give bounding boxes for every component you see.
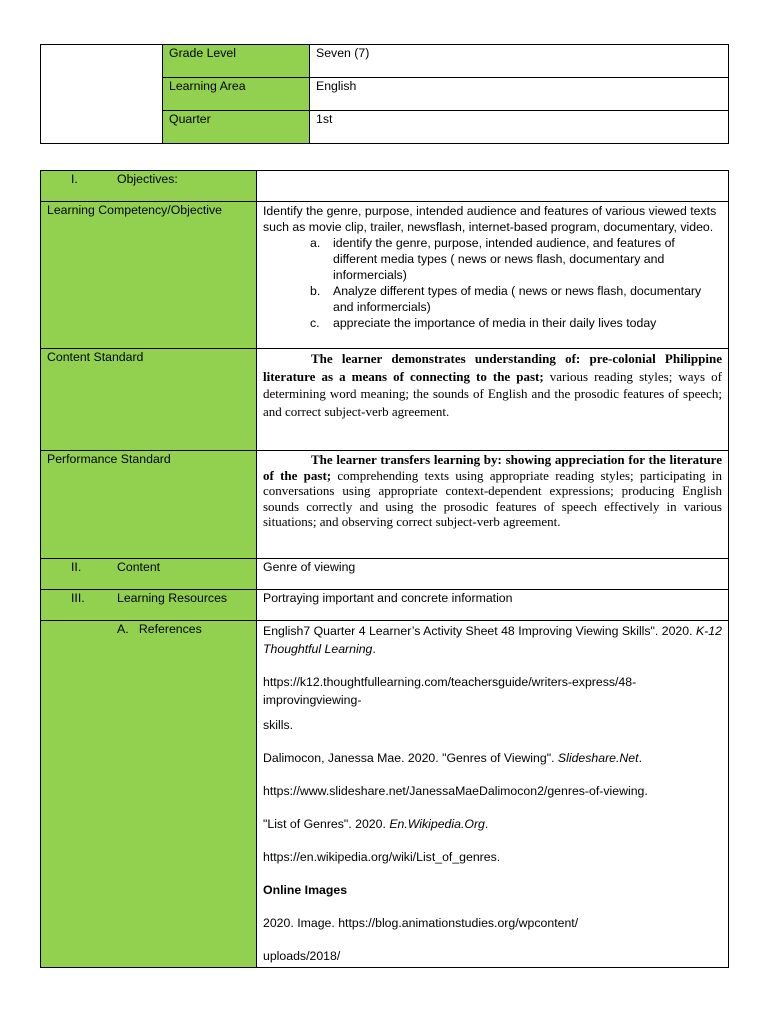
competency-list [263,235,722,331]
reference-entry: English7 Quarter 4 Learner’s Activity Sheet 48 Improving Viewing Skills". 2020. K-12 Thoughtful Learning. [263,624,722,656]
competency-label: Learning Competency/Objective [41,202,257,349]
performance-standard-cell [257,451,729,559]
reference-url-cont: skills. [263,718,294,732]
header-table [40,44,729,144]
resources-row [41,590,729,621]
content-heading: II. Content [41,559,257,590]
grade-level-label: Grade Level [163,45,310,78]
objectives-numeral: I. [71,172,78,186]
competency-intro: Identify the genre, purpose, intended audience and features of various viewed texts such as movie clip, trailer, newsflash, internet-based program, documentary, video. [263,204,717,234]
references-cell [257,621,729,968]
quarter-label: Quarter [163,111,310,144]
learning-area-label: Learning Area [163,78,310,111]
list-item: c. appreciate the importance of media in their daily lives today [310,316,657,330]
resources-value: Portraying important and concrete information [257,590,729,621]
objectives-title: Objectives: [117,172,178,186]
reference-url: https://www.slideshare.net/JanessaMaeDalimocon2/genres-of-viewing. [263,784,648,798]
objectives-row [41,171,729,202]
performance-standard-label: Performance Standard [41,451,257,559]
resources-heading: III. Learning Resources [41,590,257,621]
performance-standard-bold: The learner transfers learning by: showing appreciation for the literature of the past; [263,452,722,483]
reference-entry: Dalimocon, Janessa Mae. 2020. "Genres of Viewing". Slideshare.Net. [263,751,642,765]
image-reference: 2020. Image. https://blog.animationstudies.org/wpcontent/ [263,916,579,930]
reference-url: https://en.wikipedia.org/wiki/List_of_genres. [263,850,501,864]
objectives-value [257,171,729,202]
objectives-heading [41,171,257,202]
competency-cell [257,202,729,349]
online-images-heading: Online Images [263,883,348,897]
blank-cell [41,45,163,144]
performance-standard-text: comprehending texts using appropriate reading styles; participating in conversations using appropriate context-dependent expressions; producing English sounds correctly and using the prosodic features of speech effectively in various situations; and observing correct subject-verb agreement. [263,467,722,529]
quarter-value: 1st [310,111,729,144]
content-standard-bold: The learner demonstrates understanding of: pre-colonial Philippine literature as a means of connecting to the past; [263,351,722,384]
content-standard-row [41,349,729,451]
references-heading [41,621,257,968]
learning-area-value: English [310,78,729,111]
image-reference-cont: uploads/2018/ [263,949,341,963]
content-standard-text: various reading styles; ways of determining word meaning; the sounds of English and the prosodic features of speech; and correct subject-verb agreement. [263,368,722,419]
references-row [41,621,729,968]
reference-url: https://k12.thoughtfullearning.com/teachersguide/writers-express/48-improvingviewing- [263,675,637,707]
references-label: A. References [117,622,202,636]
list-item: b. Analyze different types of media ( news or news flash, documentary and informercials) [310,284,702,314]
performance-standard-row [41,451,729,559]
competency-row [41,202,729,349]
grade-level-value: Seven (7) [310,45,729,78]
list-item: a. identify the genre, purpose, intended audience, and features of different media types ( news or news flash, documentary and informercials) [310,236,675,282]
lesson-plan-table [40,170,729,968]
content-standard-label: Content Standard [41,349,257,451]
content-row [41,559,729,590]
content-value: Genre of viewing [257,559,729,590]
content-standard-cell [257,349,729,451]
reference-entry: "List of Genres". 2020. En.Wikipedia.Org. [263,817,489,831]
